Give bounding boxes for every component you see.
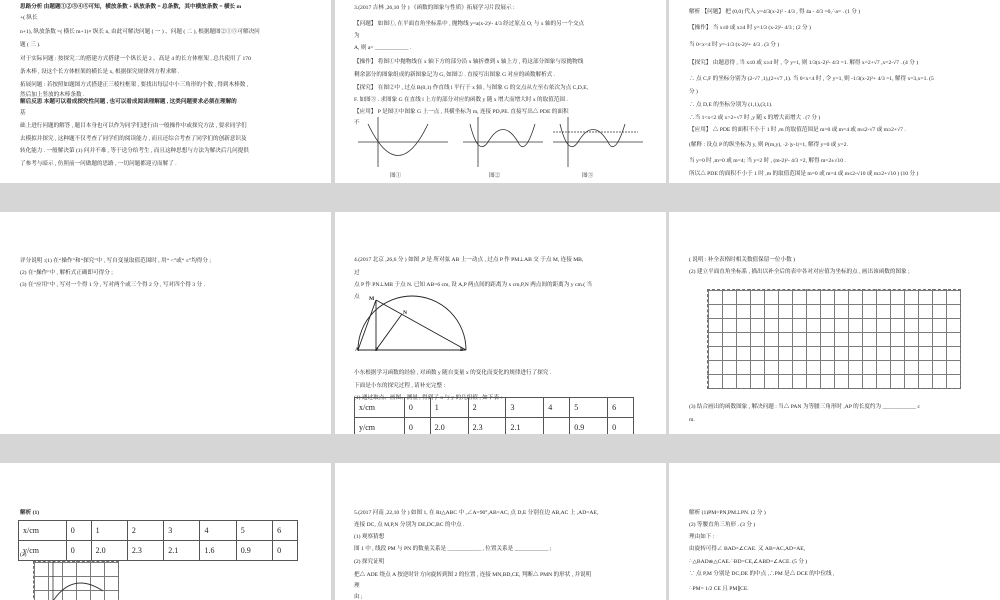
table-cell: 3	[506, 398, 544, 418]
text-line: 当 0<x<4 时 y=-1/3 (x-2)²+ 4/3 . (3 分 )	[689, 42, 780, 48]
text-line: (3) 结合画出的函数图象 , 解决问题 : 当△ PAN 为等腰三角形时 ,AP 的长度约为 ____________ c	[689, 404, 920, 410]
text-line: 对于实际问题 : 按探究二的搭建方式搭建一个纵长是 2 、高是 4 的长方体框架 , 总共使用了 170	[20, 56, 251, 62]
text-line: 基	[20, 110, 26, 116]
text-line: 【探究】 由题意得 , 当 x≤0 或 x≥4 时 , 令 y=1, 则 1/3(x-2)²- 4/3 =1. 解得 x=2+√7 ,x=2-√7 . (4 分 )	[689, 60, 919, 66]
text-line: (2) 探究证明	[354, 559, 385, 565]
text-line: (解释 : 设点 P 的纵坐标为 y, 则 P(m,y), ·2·|y-1|=1, 解得 y=0 或 y=2.	[689, 142, 848, 148]
document-page-3	[669, 0, 1000, 183]
table-cell: 2.1	[164, 541, 200, 561]
document-page-4	[0, 212, 331, 434]
text-line: +( 纵长	[20, 15, 38, 21]
text-line: 础上进行问题的解答 , 题目本身也可以作为同学们进行由一般操作中或探究方法 , 要求同学们	[20, 123, 247, 129]
table-cell: 0	[66, 521, 91, 541]
text-line: 下面是小东的探究过程 , 请补充完整 :	[354, 383, 446, 389]
document-page-2	[335, 0, 666, 183]
text-line: 理由如下 :	[689, 534, 715, 540]
text-line: 解析 (1)PM=PN,PM⊥PN. (2 分 )	[689, 510, 766, 516]
table-row	[19, 541, 298, 561]
text-line: 过	[354, 270, 360, 276]
text-line: 分 )	[689, 89, 698, 95]
text-line: 不	[354, 120, 360, 126]
table-cell: 2.0	[91, 541, 127, 561]
figure-caption: 图③	[582, 173, 594, 179]
table-cell: 0.9	[236, 541, 272, 561]
table-cell: 2.1	[506, 418, 544, 435]
text-line: 5.(2017 河南 ,22,10 分 ) 如图 1, 在 Rt△ABC 中 ,∠A=90°,AB=AC, 点 D,E 分别在边 AB,AC 上 ,AD=AE,	[354, 510, 599, 516]
table-cell: 4	[200, 521, 236, 541]
document-page-5	[335, 212, 666, 434]
table-cell: 2	[127, 521, 163, 541]
document-page-8	[335, 463, 666, 600]
document-page-1	[0, 0, 331, 183]
table-cell: 5	[236, 521, 272, 541]
text-line: 由 ;	[354, 594, 363, 600]
text-line: A, 则 a= ____________ .	[354, 45, 412, 51]
text-line: 剩余部分的图象组成的新图象记为 G, 如图② . 直接写出图象 G 对应的函数解析式 .	[354, 72, 556, 78]
table-cell: 0	[404, 418, 430, 435]
text-line: 3.(2017 吉林 ,26,10 分 ) 《函数的图象与性质》拓展学习片段展示 :	[354, 5, 515, 11]
text-line: 【应用】 P 是图③中图象 G 上一点 , 其横坐标为 m, 连接 PD,PE. 直接写出△ PDE 的面积	[354, 109, 569, 115]
table-cell: 6	[273, 521, 298, 541]
text-line: (1) 观察猜想	[354, 534, 385, 540]
text-line: 小东根据学习函数的经验 , 对函数 y 随自变量 x 的变化而变化的规律进行了探究 .	[354, 370, 552, 376]
text-line: 【问题】 如图①, 在平面直角坐标系中 , 抛物线 y=a(x-2)²- 4/3 经过原点 O, 与 x 轴的另一个交点	[354, 21, 585, 27]
text-line: 为	[354, 33, 360, 39]
table-cell	[544, 418, 570, 435]
table-row	[355, 398, 634, 418]
xy-table	[354, 397, 634, 434]
text-line: 然后加上竖放的木棒条数 .	[20, 92, 85, 98]
table-cell: 6	[608, 398, 634, 418]
text-line: 由旋转可得∠ BAD=∠CAE. 又 AB=AC,AD=AE,	[689, 546, 806, 552]
text-line: 【操作】 将图①中抛物线在 x 轴下方的部分沿 x 轴折叠到 x 轴上方 , 将这部分图象与原抛物线	[354, 59, 584, 65]
table-cell: 2	[468, 398, 506, 418]
text-line: 【操作】 当 x≤0 或 x≥4 时 y=1/3 (x-2)²- 4/3 ; (2 分 )	[689, 25, 811, 31]
text-line: ∴PM= 1/2 CE 且 PM∥CE.	[689, 586, 749, 592]
table-cell: 0	[404, 398, 430, 418]
figure-caption: 图②	[489, 173, 501, 179]
text-line: (1) 通过取点、画图、测量 , 得到了 x 与 y 的几组值 , 如下表 :	[354, 395, 502, 401]
text-line: 点	[354, 294, 360, 300]
text-line: 解析 【问题】 把 (0,0) 代入 y=4/3(x-2)² - 4/3 , 得 4a - 4/3 =0,∴a= . (1 分 )	[689, 9, 861, 15]
text-line: 所以△ PDE 的面积不小于 1 时 ,m 的取值范围是 m=0 或 m=4 或 m≤2-√10 或 m≥2+√10 ) (10 分 )	[689, 171, 919, 177]
text-line: 4.(2017 北京 ,26,6 分 ) 如图 ,P 是 所对弦 AB 上一动点 , 过点 P 作 PM⊥AB 交 于点 M, 连接 MB,	[354, 257, 584, 263]
text-line: 【探究】 在图②中 , 过点 B(0,1) 作直线 l 平行于 x 轴 , 与图象 G 的交点从左至右依次为点 C,D,E,	[354, 85, 589, 91]
text-line: (2)	[20, 552, 27, 558]
parabola-figures	[353, 112, 653, 172]
point-label: B	[460, 347, 464, 353]
text-line: 条木棒 , 设这个长方体框架的横长是 x, 根据探究规律列方程求解 .	[20, 69, 180, 75]
document-page-9	[669, 463, 1000, 600]
text-line: ∴ 点 C,F 的坐标分别为 (2-√7 ,1),(2+√7 ,1). 当 0<x<4 时 , 令 y=1, 则 -1/3(x-2)²+ 4/3 =1, 解得 x=3,x=1. (5	[689, 76, 934, 82]
table-cell: 0	[273, 541, 298, 561]
curve-sketch	[33, 561, 117, 600]
text-line: 点 P 作 PN⊥MB 于点 N. 已知 AB=6 cm, 设 A,P 两点间的距离为 x cm,P,N 两点间的距离为 y cm.( 当	[354, 282, 593, 288]
coordinate-grid	[707, 289, 961, 389]
text-line: 去模拟并探究 , 这种题不仅考查了同学们的阅读能力 , 而且还综合考查了同学们的创新意识及	[20, 136, 247, 142]
text-line: (2) 等腰直角三角形 . (3 分 )	[689, 522, 756, 528]
figure-caption: 图①	[390, 173, 402, 179]
text-line: 评分说明 :(1) 在“操作”和“探究”中 , 写自变量取值范围时 , 用“ <”或“ ≤”均得分 ;	[20, 258, 211, 264]
table-row	[355, 418, 634, 435]
table-cell: 5	[570, 398, 608, 418]
table-cell: 1	[430, 398, 468, 418]
text-line: 解后反思 本题可以看成探究性问题 , 也可以看成阅读理解题 , 这类问题要求必须在理解的	[20, 99, 237, 105]
text-line: 了参考与暗示 , 仿照前一问做题的思路 , 一切问题都迎刃而解了 .	[20, 161, 177, 167]
point-label: M	[369, 296, 375, 302]
xy-table	[18, 520, 298, 561]
table-cell: 1	[91, 521, 127, 541]
table-cell: 0	[66, 541, 91, 561]
text-line: (3) 在“应用”中 , 写对一个得 1 分 , 写对两个或三个得 2 分 , 写对四个得 3 分 .	[20, 282, 205, 288]
text-line: 当 y=0 时 ,m=0 或 m=4; 当 y=2 时 , (m-2)²- 4/3 =2, 解得 m=2±√10 .	[689, 158, 846, 164]
table-row	[19, 521, 298, 541]
point-label: N	[403, 310, 408, 316]
text-line: 图 1 中 , 线段 PM 与 PN 的数量关系是 ____________ , 位置关系是 ____________ ;	[354, 546, 552, 552]
text-line: ( 说明 : 补全表格时相关数值保留一位小数 )	[689, 257, 795, 263]
text-line: 把△ ADE 绕点 A 按逆时针方向旋转到图 2 的位置 , 连接 MN,BD,CE, 判断△ PMN 的形状 , 并说明	[354, 572, 592, 578]
text-line: 【应用】 △ PDE 的面积不小于 1 时 ,m 的取值范围是 m=0 或 m=4 或 m≤2-√7 或 m≥2+√7 .	[689, 127, 906, 133]
table-cell: 3	[164, 521, 200, 541]
table-cell: 2.3	[468, 418, 506, 435]
text-line: ∴ 点 D,E 的坐标分别为 (1,1),(3,1).	[689, 102, 773, 108]
text-line: (2) 建立平面直角坐标系 , 描出以补全后的表中各对对应值为坐标的点 , 画出该函数的图象 ;	[689, 269, 910, 275]
solution-heading: 解析 (1)	[20, 510, 40, 516]
table-cell: x/cm	[355, 398, 405, 418]
text-line: 理	[354, 583, 360, 589]
table-cell: y/cm	[19, 541, 67, 561]
point-label: P	[375, 347, 379, 353]
text-line: 题 ( 三 ).	[20, 42, 41, 48]
text-line: 连接 DC, 点 M,P,N 分别为 DE,DC,BC 的中点 .	[354, 522, 465, 528]
table-cell: 4	[544, 398, 570, 418]
text-line: m.	[689, 417, 695, 423]
text-line: (2) 在“操作”中 , 解析式正确即可得分 ;	[20, 270, 113, 276]
text-line: 思路分析 由题题①②③④⑤可知，横放条数 + 纵放条数 = 总条数，其中横放条数 = 横长 m	[20, 4, 242, 10]
table-cell: 1.6	[200, 541, 236, 561]
table-cell: 0.9	[570, 418, 608, 435]
text-line: F. 如图③ . 求图象 G 在直线 l 上方的部分对应的函数 y 随 x 增大而增大时 x 的取值范围 .	[354, 97, 568, 103]
text-line: ∵ 点 P,M 分别是 DC,DE 的中点 ,∴PM 是△ DCE 的中位线 ,	[689, 571, 835, 577]
document-page-7	[0, 463, 331, 600]
table-cell: y/cm	[355, 418, 405, 435]
text-line: n+1), 纵放条数 =( 横长 m+1)× 纵长 n, 由此可解决问题 ( 一 ) 、问题 ( 二 ), 根据题图②①⑤可解决问	[20, 29, 260, 35]
table-cell: 2.3	[127, 541, 163, 561]
text-line: ∴当 1<x<2 或 x>2+√7 时 ,y 随 x 的增大而增大 . (7 分 )	[689, 115, 821, 121]
document-page-6	[669, 212, 1000, 434]
point-label: A	[355, 347, 360, 353]
text-line: 转化能力 . 一般解决第 (1) 问并不难 , 等于送分给考生 , 而且这种思想与方法为解决后几问提供	[20, 148, 249, 154]
table-cell: 0	[608, 418, 634, 435]
table-cell: 2.0	[430, 418, 468, 435]
table-cell: x/cm	[19, 521, 67, 541]
text-line: 拓展问题 : 若按照如题图方式搭建正三棱柱框架 , 要找出每层中小三角形的个数 , 得到木棒数 ,	[20, 82, 249, 88]
text-line: ∴△BAD≌△CAE.∴BD=CE,∠ABD=∠ACE. (5 分 )	[689, 559, 808, 565]
